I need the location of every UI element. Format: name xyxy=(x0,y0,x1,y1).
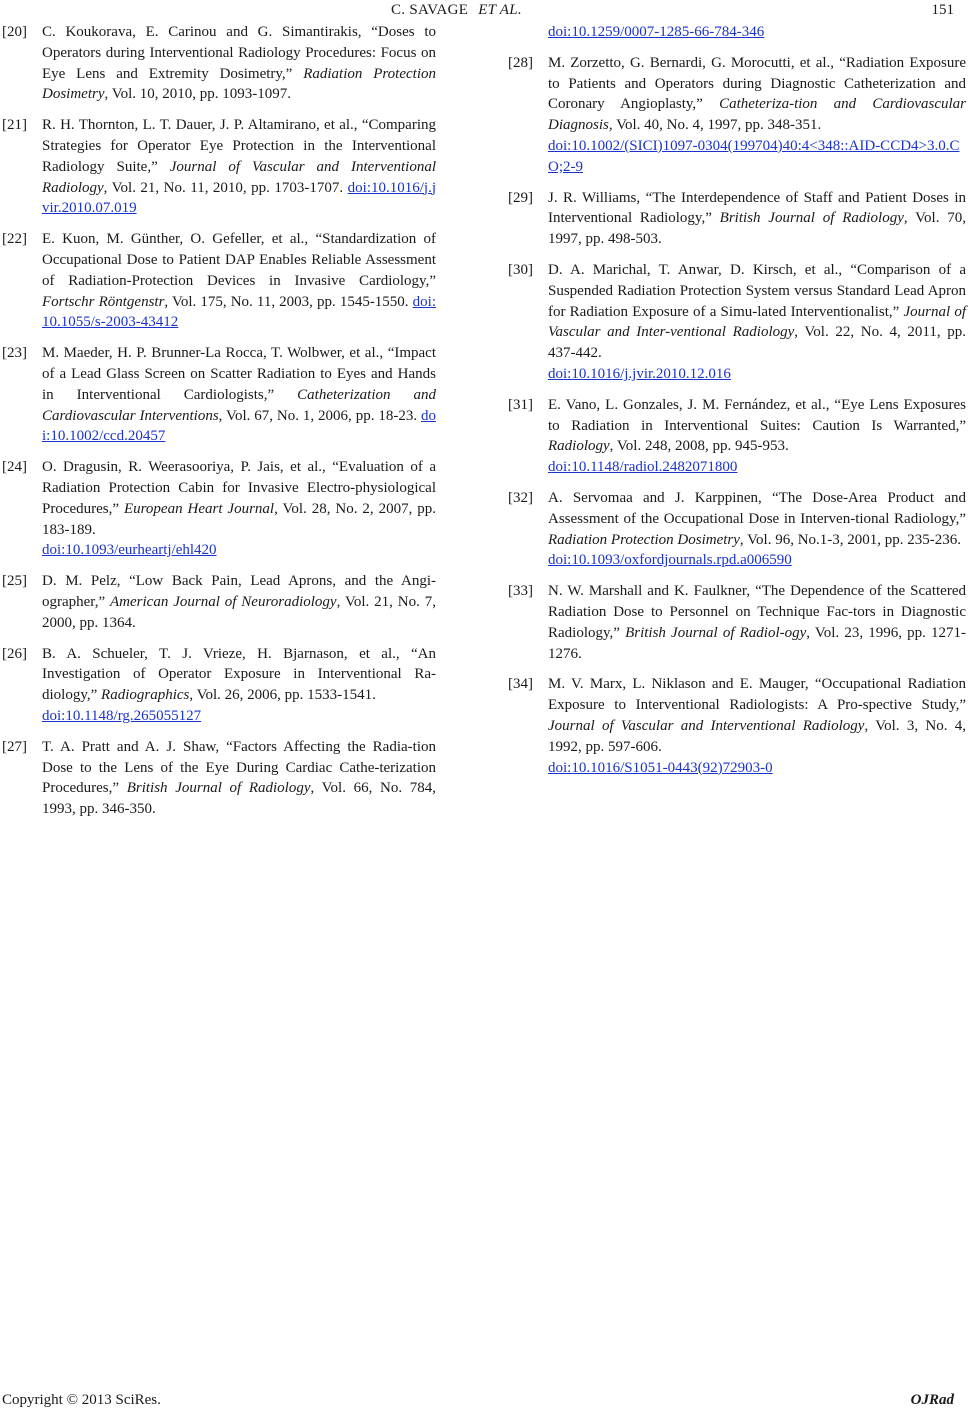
reference-authors-title: M. Zorzetto, G. Bernardi, G. Morocutti, et al., “Radiation Exposure to Patients and Operators during Diagnostic Catheterization and Coronary Angioplasty,” xyxy=(548,54,966,113)
reference-journal: Journal of Vascular and Interventional Radiology xyxy=(548,717,865,734)
reference-number: [30] xyxy=(508,261,533,278)
doi-link[interactable]: doi:10.1259/0007-1285-66-784-346 xyxy=(548,24,765,40)
doi-link[interactable]: doi:10.1016/j.jvir.2010.12.016 xyxy=(548,365,731,382)
reference-authors-title: D. M. Pelz, “Low Back Pain, Lead Aprons, and the Angi-ographer,” xyxy=(42,573,436,610)
journal-abbrev: OJRad xyxy=(910,1392,954,1408)
reference-entry xyxy=(508,395,966,478)
doi-link[interactable]: doi:10.1055/s-2003-43412 xyxy=(42,293,436,331)
reference-details: , Vol. 175, No. 11, 2003, pp. 1545-1550. xyxy=(164,293,413,310)
reference-authors-title: A. Servomaa and J. Karppinen, “The Dose-Area Product and Assessment of the Occupational Dose in Interven-tional Radiology,” xyxy=(548,489,966,527)
reference-number: [29] xyxy=(508,189,533,206)
doi-link[interactable]: doi:10.1002/ccd.20457 xyxy=(42,407,437,445)
reference-number: [25] xyxy=(2,573,27,590)
doi-link[interactable]: doi:10.1093/eurheartj/ehl420 xyxy=(42,542,217,559)
reference-entry xyxy=(2,343,436,447)
reference-journal: Catheteriza-tion and Cardiovascular Diagnosis xyxy=(548,96,966,134)
reference-number: [33] xyxy=(508,583,533,600)
reference-details: , Vol. 28, No. 2, 2007, pp. 183-189. xyxy=(42,500,436,538)
reference-details: , Vol. 26, 2006, pp. 1533-1541. xyxy=(189,687,376,704)
reference-entry xyxy=(508,488,966,571)
reference-authors-title: R. H. Thornton, L. T. Dauer, J. P. Altamirano, et al., “Comparing Strategies for Operator Eye Protection in the Interventional Radiology Suite,” xyxy=(42,117,436,175)
references-left-column xyxy=(2,22,436,830)
reference-entry xyxy=(2,571,436,633)
reference-journal: European Heart Journal xyxy=(123,500,275,517)
reference-entry xyxy=(508,260,966,385)
reference-authors-title: E. Vano, L. Gonzales, J. M. Fernández, et al., “Eye Lens Exposures to Radiation in Interventional Suites: Caution Is Warranted,” xyxy=(548,396,966,434)
page-footer xyxy=(0,1392,968,1414)
reference-number: [21] xyxy=(2,117,27,134)
reference-journal: British Journal of Radiology xyxy=(126,780,311,797)
reference-number: [32] xyxy=(508,489,533,506)
reference-authors-title: T. A. Pratt and A. J. Shaw, “Factors Affecting the Radia-tion Dose to the Lens of the Eye During Cardiac Cathe-terization Procedures,” xyxy=(42,738,436,797)
reference-details: , Vol. 10, 2010, pp. 1093-1097. xyxy=(104,86,292,103)
reference-journal: British Journal of Radiology xyxy=(719,210,904,227)
doi-link[interactable]: doi:10.1148/rg.265055127 xyxy=(42,707,202,724)
reference-entry xyxy=(508,188,966,250)
reference-entry xyxy=(2,737,436,820)
reference-entry xyxy=(2,457,436,561)
reference-journal: Fortschr Röntgenstr xyxy=(42,293,165,310)
doi-link[interactable]: doi:10.1148/radiol.2482071800 xyxy=(548,459,738,476)
reference-journal: Catheterization and Cardiovascular Interventions xyxy=(42,386,436,424)
reference-authors-title: J. R. Williams, “The Interdependence of Staff and Patient Doses in Interventional Radiology,” xyxy=(548,189,966,227)
reference-journal: Radiographics xyxy=(101,687,190,704)
reference-journal: British Journal of Radiol-ogy xyxy=(625,624,807,641)
reference-details: , Vol. 21, No. 7, 2000, pp. 1364. xyxy=(42,593,436,631)
reference-entry xyxy=(508,581,966,664)
reference-details: , Vol. 66, No. 784, 1993, pp. 346-350. xyxy=(42,780,436,818)
reference-details: , Vol. 22, No. 4, 2011, pp. 437-442. xyxy=(548,324,966,362)
doi-link[interactable]: doi:10.1093/oxfordjournals.rpd.a006590 xyxy=(548,552,792,569)
reference-continuation xyxy=(508,22,966,43)
reference-number: [24] xyxy=(2,459,27,476)
reference-details: , Vol. 23, 1996, pp. 1271-1276. xyxy=(548,624,966,662)
reference-number: [26] xyxy=(2,645,27,662)
reference-authors-title: E. Kuon, M. Günther, O. Gefeller, et al., “Standardization of Occupational Dose to Patient DAP Enables Reliable Assessment of Radiation-Protection Devices in Invasive Cardiology,” xyxy=(42,231,436,289)
reference-journal: Journal of Vascular and Inter-ventional Radiology xyxy=(548,303,966,341)
reference-authors-title: D. A. Marichal, T. Anwar, D. Kirsch, et al., “Comparison of a Suspended Radiation Protection System versus Standard Lead Apron for Radiation Exposure of a Simu-lated Interventionalist,” xyxy=(548,261,966,320)
reference-journal: Radiation Protection Dosimetry xyxy=(42,65,436,103)
doi-link[interactable]: doi:10.1016/S1051-0443(92)72903-0 xyxy=(548,759,773,776)
reference-number: [20] xyxy=(2,24,27,40)
reference-authors-title: B. A. Schueler, T. J. Vrieze, H. Bjarnason, et al., “An Investigation of Operator Exposure in Interventional Ra-diology,” xyxy=(42,645,436,704)
reference-details: , Vol. 21, No. 11, 2010, pp. 1703-1707. xyxy=(103,179,348,196)
page-header xyxy=(0,0,968,24)
reference-number: [34] xyxy=(508,676,533,693)
page-number: 151 xyxy=(931,2,954,18)
reference-details: , Vol. 70, 1997, pp. 498-503. xyxy=(548,210,966,248)
reference-entry xyxy=(2,22,436,105)
reference-authors-title: M. V. Marx, L. Niklason and E. Mauger, “Occupational Radiation Exposure to Interventional Radiologists: A Pro-spective Study,” xyxy=(548,676,966,714)
reference-details: , Vol. 67, No. 1, 2006, pp. 18-23. xyxy=(218,407,422,424)
reference-number: [22] xyxy=(2,231,27,248)
reference-number: [28] xyxy=(508,54,533,71)
reference-journal: Radiation Protection Dosimetry xyxy=(548,531,740,548)
reference-details: , Vol. 96, No.1-3, 2001, pp. 235-236. xyxy=(739,531,962,548)
reference-journal: Journal of Vascular and Interventional Radiology xyxy=(42,158,436,196)
reference-journal: Radiology xyxy=(548,438,610,455)
reference-authors-title: M. Maeder, H. P. Brunner-La Rocca, T. Wolbwer, et al., “Impact of a Lead Glass Screen on Scatter Radiation to Eyes and Hands in Interventional Cardiologists,” xyxy=(42,345,436,403)
reference-authors-title: O. Dragusin, R. Weerasooriya, P. Jais, et al., “Evaluation of a Radiation Protection Cabin for Invasive Electro-physiological Procedures,” xyxy=(42,459,436,517)
reference-authors-title: C. Koukorava, E. Carinou and G. Simantirakis, “Doses to Operators during Interventional Radiology Procedures: Focus on Eye Lens and Extremity Dosimetry,” xyxy=(42,24,436,82)
reference-number: [27] xyxy=(2,738,27,755)
reference-details: , Vol. 248, 2008, pp. 945-953. xyxy=(609,438,789,455)
running-head xyxy=(391,2,522,19)
reference-authors-title: N. W. Marshall and K. Faulkner, “The Dependence of the Scattered Radiation Dose to Personnel on Technique Fac-tors in Diagnostic Radiology,” xyxy=(548,583,966,641)
reference-entry xyxy=(2,644,436,727)
reference-number: [31] xyxy=(508,396,533,413)
running-head-etal: ET AL. xyxy=(478,2,522,18)
reference-details: , Vol. 40, No. 4, 1997, pp. 348-351. xyxy=(608,117,822,134)
copyright-notice: Copyright © 2013 SciRes. xyxy=(2,1392,161,1408)
reference-entry xyxy=(2,229,436,333)
references-right-column xyxy=(508,22,966,788)
reference-entry xyxy=(508,53,966,178)
running-head-authors: C. SAVAGE xyxy=(391,2,469,18)
reference-entry xyxy=(508,674,966,778)
doi-link[interactable]: doi:10.1016/j.jvir.2010.07.019 xyxy=(42,179,436,217)
reference-entry xyxy=(2,115,436,219)
reference-journal: American Journal of Neuroradiology xyxy=(110,593,337,610)
doi-link[interactable]: doi:10.1002/(SICI)1097-0304(199704)40:4<348::AID-CCD4>3.0.CO;2-9 xyxy=(548,137,960,175)
reference-details: , Vol. 3, No. 4, 1992, pp. 597-606. xyxy=(548,717,966,755)
reference-number: [23] xyxy=(2,345,27,362)
